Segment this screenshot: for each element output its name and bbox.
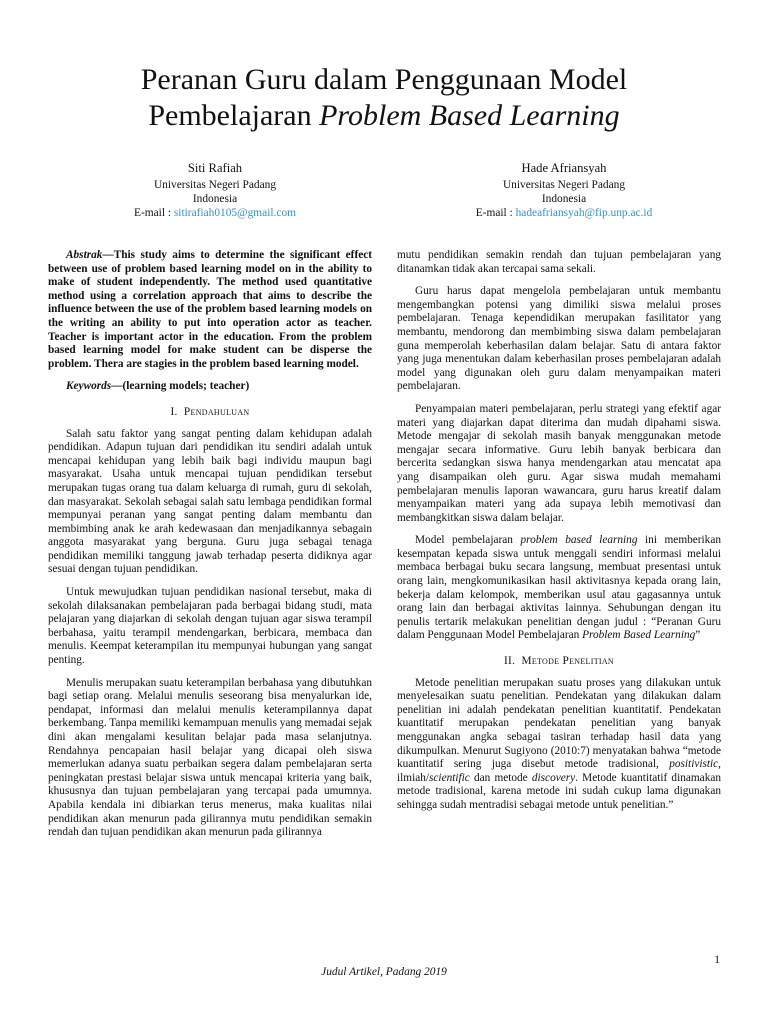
author-name: Hade Afriansyah xyxy=(521,161,607,175)
paragraph: mutu pendidikan semakin rendah dan tujuan pembelajaran yang ditanamkan tidak akan tercapai sama sekali. xyxy=(397,249,721,275)
title-line-2: Pembelajaran Problem Based Learning xyxy=(148,99,620,132)
author-name: Siti Rafiah xyxy=(187,161,243,175)
author-country: Indonesia xyxy=(541,193,587,205)
section-heading-1: I. Pendahuluan xyxy=(170,405,250,418)
author-block-1 xyxy=(65,161,365,220)
page-footer: Judul Artikel, Padang 2019 xyxy=(321,966,447,978)
title-line-1: Peranan Guru dalam Penggunaan Model xyxy=(140,63,628,96)
author-email-line: E-mail : sitirafiah0105@gmail.com xyxy=(133,207,296,219)
author-block-2 xyxy=(414,161,714,220)
section-heading-2: II. Metode Penelitian xyxy=(503,655,615,668)
paragraph: Salah satu faktor yang sangat penting dalam kehidupan adalah pendidikan. Adapun tujuan dari pendidikan itu sendiri adalah untuk mencapai kehidupan yang lebih baik bagi individu maupun bagi masyarakat. Usaha untuk mencapai tujuan pendidikan tersebut merupakan tugas orang tua dalam keluarga di rumah, guru di sekolah, dan masyarakat. Sekolah sebagai salah satu lembaga pendidikan formal mempunyai peranan yang sangat penting dalam membantu dan membimbing anak ke arah kedewasaan dan menjadikannya sebagain anggota masyarakat yang berguna. Guru juga sebagai tenaga pendidikan memiliki tanggung jawab terhadap peserta didiknya agar sesuai dengan tujuan pendidikan. xyxy=(48,427,372,576)
author-affiliation: Universitas Negeri Padang xyxy=(153,179,277,191)
author-email-link[interactable]: hadeafriansyah@fip.unp.ac.id xyxy=(515,207,653,219)
left-column xyxy=(48,249,372,849)
author-affiliation: Universitas Negeri Padang xyxy=(502,179,626,191)
keywords: Keywords—(learning models; teacher) xyxy=(66,380,250,393)
paragraph: Menulis merupakan suatu keterampilan berbahasa yang dibutuhkan bagi setiap orang. Melalui menulis seseorang bisa menyalurkan ide, pendapat, informasi dan melalui menulis keterampilannya dapat berkembang. Tanpa memiliki kemampuan menulis yang memadai sejak dini akan mengalami kesulitan belajar pada masa selanjutnya. Rendahnya pencapaian hasil belajar yang dicapai oleh siswa memerlukan adanya suatu perbaikan segera dalam pembelajaran serta peningkatan prestasi belajar siswa untuk mencapai kriteria yang baik, khususnya dan tujuan pembelajaran yang tercapai pada umumnya. Apabila kendala ini dibiarkan terus menerus, maka kualitas nilai pendidikan akan menurun pada gilirannya mutu pendidikan semakin rendah dan tujuan pendidikan akan menurun pada gilirannya xyxy=(48,676,373,839)
author-email-line: E-mail : hadeafriansyah@fip.unp.ac.id xyxy=(475,207,653,219)
paragraph: Untuk mewujudkan tujuan pendidikan nasional tersebut, maka di sekolah dilaksanakan pembelajaran pada berbagai bidang studi, mata pelajaran yang diajarkan di sekolah dengan tujuan agar siswa terampil berbahasa, yaitu terampil mendengarkan, berbicara, membaca dan menulis. Keempat keterampilan itu mempunyai hubungan yang sangat penting. xyxy=(48,586,372,667)
paragraph: Guru harus dapat mengelola pembelajaran untuk membantu mengembangkan potensi yang dimiliki siswa melalui proses pembelajaran. Tenaga kependidikan merupakan fasilitator yang membantu, mendorong dan membimbing siswa dalam pembelajaran guna memperolah keberhasilan dalam belajar. Satu di antara faktor yang juga menentukan dalam keberhasilan proses pembelajaran adalah model yang digunakan oleh guru dalam menyampaikan materi pembelajaran. xyxy=(397,285,721,393)
page-number: 1 xyxy=(714,954,720,966)
paragraph: Model pembelajaran problem based learning ini memberikan kesempatan kepada siswa untuk menggali sendiri informasi melalui membaca berbagai buku secara langsung, membuat presentasi untuk orang lain, mengkomunikasikan hasil aktivitasnya kepada orang lain, bekerja dalam kelompok, memberikan usul atau gagasannya untuk orang lain dan berbagai aktivitas lainnya. Sehubungan dengan itu penulis tertarik melakukan penelitian dengan judul : “Peranan Guru dalam Penggunaan Model Pembelajaran Problem Based Learning” xyxy=(397,534,721,642)
paragraph: Metode penelitian merupakan suatu proses yang dilakukan untuk menyelesaikan suatu penelitian. Pendekatan yang dilakukan dalam penelitian ini adalah pendekatan penelitian kuantitatif. Pendekatan kuantitatif merupakan pendekatan penelitian yang banyak menggunakan angka sebagai tasiran terhadap hasil data yang dikumpulkan. Menurut Sugiyono (2010:7) menyatakan bahwa “metode kuantitatif sering juga disebut metode tradisional, positivistic, ilmiah/scientific dan metode discovery. Metode kuantitatif dinamakan metode tradisional, karena metode ini sudah cukup lama digunakan sehingga sudah mentradisi sebagai metode untuk penelitian.” xyxy=(397,676,721,811)
right-column xyxy=(397,249,721,822)
paragraph: Penyampaian materi pembelajaran, perlu strategi yang efektif agar materi yang diajarkan dapat diterima dan mudah dipahami siswa. Metode mengajar di sekolah masih banyak menggunakan metode mengajar secara informative. Guru lebih banyak berbicara dan bercerita sedangkan siswa hanya mendengarkan atau mencatat apa yang disampaikan oleh guru. Agar siswa mudah memahami pembelajaran menulis laporan wawancara, guru harus kreatif dalam menyampaikan materi yang ada supaya lebih memotivasi dan membangkitkan siswa dalam belajar. xyxy=(397,402,721,524)
author-email-link[interactable]: sitirafiah0105@gmail.com xyxy=(173,207,296,219)
author-country: Indonesia xyxy=(192,193,238,205)
abstract: Abstrak—This study aims to determine the significant effect between use of problem based learning model on in the ability to make of student independently. The method used quantitative method using a correlation approach that aims to describe the influence between the use of the problem based learning models on the writing an ability to put into operation actor as teacher. Teacher is important actor in the education. From the problem based learning model for make student can be disperse the problem. Thera are stagies in the problem based learning model. xyxy=(48,249,372,370)
paper-title xyxy=(0,62,768,134)
